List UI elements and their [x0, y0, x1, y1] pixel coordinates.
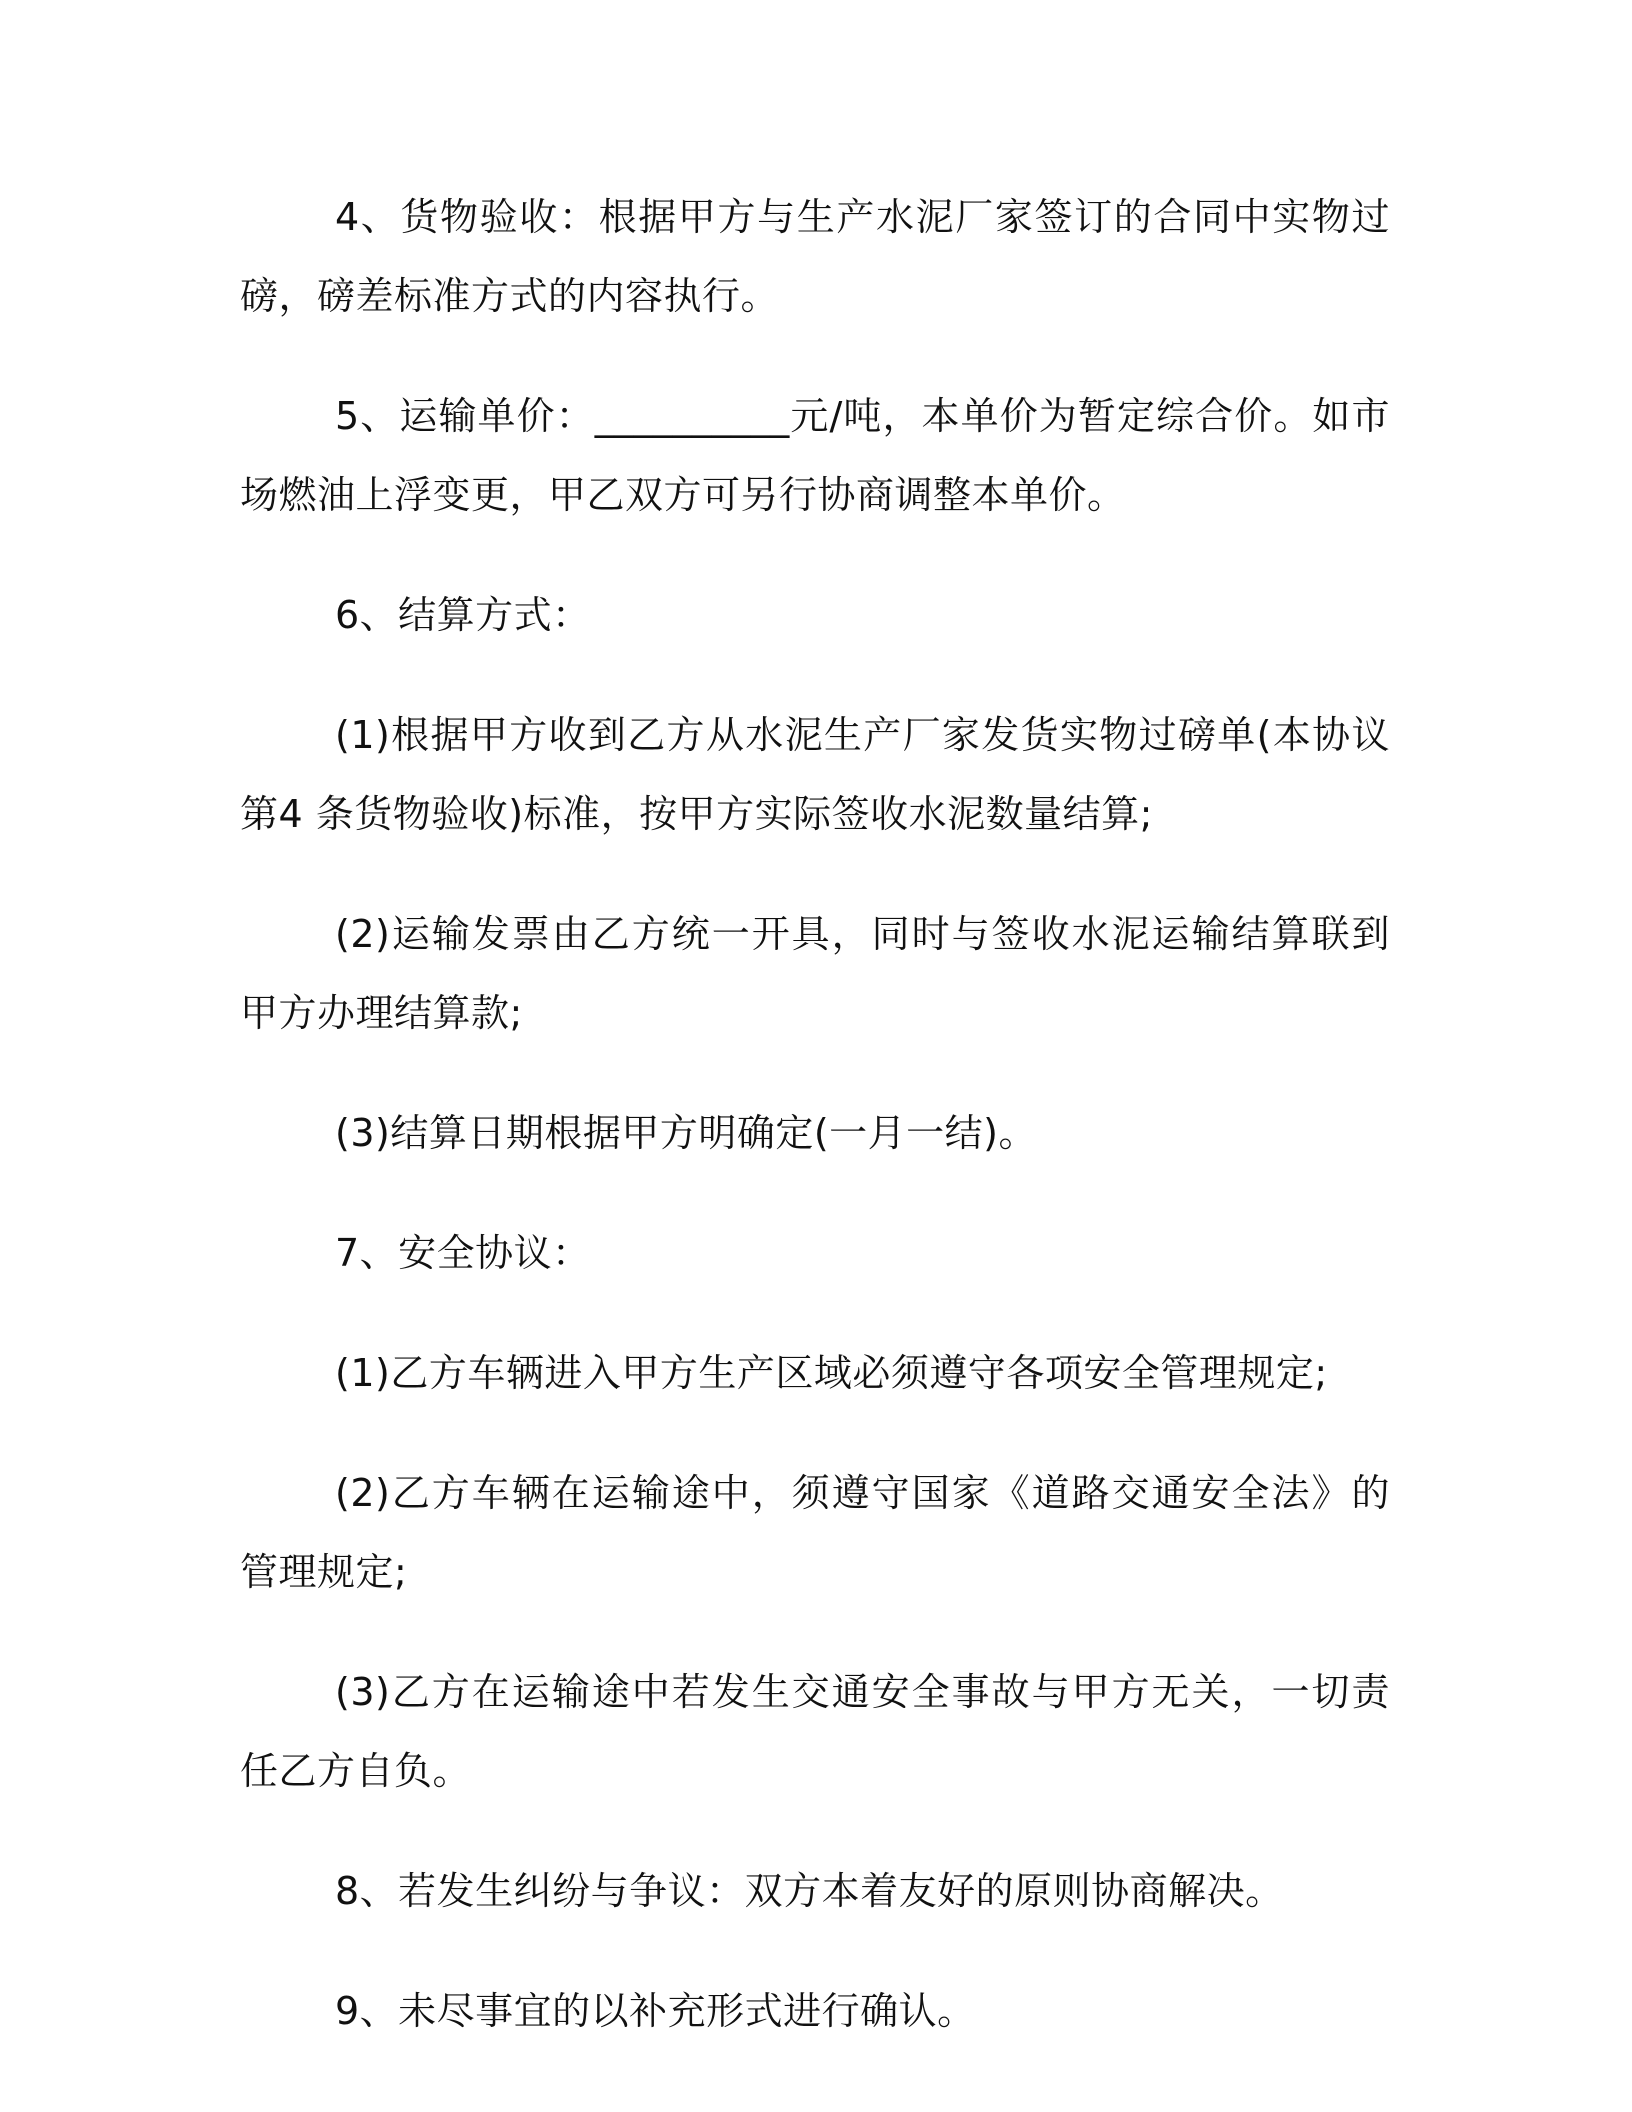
- clause-7-item-1: (1)乙方车辆进入甲方生产区域必须遵守各项安全管理规定;: [335, 1351, 1328, 1395]
- clause-7-item-2: (2)乙方车辆在运输途中，须遵守国家《道路交通安全法》的管理规定;: [240, 1471, 1390, 1594]
- clause-7-safety-heading: 7、安全协议：: [335, 1231, 591, 1275]
- clause-7-item-3: (3)乙方在运输途中若发生交通安全事故与甲方无关，一切责任乙方自负。: [240, 1670, 1390, 1793]
- clause-6-item-2: (2)运输发票由乙方统一开具，同时与签收水泥运输结算联到甲方办理结算款;: [240, 912, 1390, 1035]
- document-body: [240, 178, 1390, 2092]
- clause-6-item-3: (3)结算日期根据甲方明确定(一月一结)。: [335, 1111, 1037, 1155]
- clause-8-disputes: 8、若发生纠纷与争议：双方本着友好的原则协商解决。: [335, 1869, 1284, 1913]
- clause-4-goods-acceptance: 4、货物验收：根据甲方与生产水泥厂家签订的合同中实物过磅，磅差标准方式的内容执行。: [240, 195, 1390, 318]
- clause-9-supplementary: 9、未尽事宜的以补充形式进行确认。: [335, 1989, 976, 2033]
- clause-6-settlement-heading: 6、结算方式：: [335, 593, 591, 637]
- clause-6-item-1: (1)根据甲方收到乙方从水泥生产厂家发货实物过磅单(本协议第4 条货物验收)标准，按甲方实际签收水泥数量结算;: [240, 713, 1390, 836]
- clause-5-transport-unit-price: 5、运输单价：__________元/吨，本单价为暂定综合价。如市场燃油上浮变更，甲乙双方可另行协商调整本单价。: [240, 394, 1390, 517]
